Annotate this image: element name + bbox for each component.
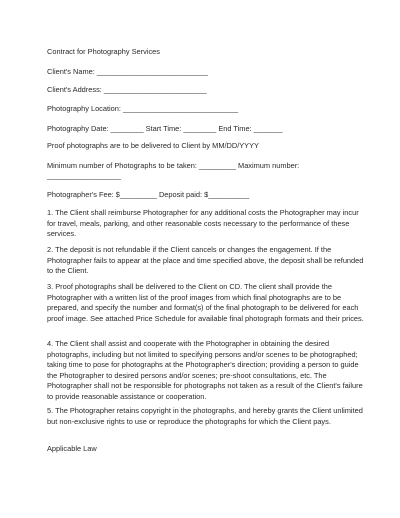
fees-field: Photographer's Fee: $_________ Deposit paid: $__________ (47, 190, 250, 199)
applicable-law-heading: Applicable Law (47, 444, 97, 453)
clause-4: 4. The Client shall assist and cooperate with the Photographer in obtaining the desired photographs, including but not limited to specifying persons and/or scenes to be photographed; taking time to pose for photographs at the Photographer's direction; providing a person to guide the Photographer to desired persons and/or scenes; pre-shoot consultations, etc. The Photographer shall not be responsible for photographs not taken as a result of the Client's failure to provide reasonable assistance or cooperation. (47, 339, 363, 401)
photography-location-field: Photography Location: ____________________________ (47, 104, 239, 113)
proof-delivery-line: Proof photographs are to be delivered to Client by MM/DD/YYYY (47, 141, 259, 150)
date-time-field: Photography Date: ________ Start Time: ________ End Time: _______ (47, 124, 283, 133)
min-max-photos-line-continued: __________________ (47, 171, 121, 180)
document-title: Contract for Photography Services (47, 47, 160, 56)
clause-5: 5. The Photographer retains copyright in the photographs, and hereby grants the Client unlimited but non-exclusive rights to use or reproduce the photographs for which the Client pays. (47, 406, 363, 426)
clients-name-field: Client's Name: ___________________________ (47, 67, 208, 76)
clients-address-field: Client's Address: _________________________ (47, 85, 207, 94)
min-max-photos-line: Minimum number of Photographs to be taken: _________ Maximum number: (47, 161, 300, 170)
clause-2: 2. The deposit is not refundable if the Client cancels or changes the engagement. If the Photographer fails to appear at the place and time specified above, the deposit shall be refunded to the Client. (47, 245, 364, 276)
clause-1: 1. The Client shall reimburse Photographer for any additional costs the Photographer may incur for travel, meals, parking, and other reasonable costs necessary to the performance of these services. (47, 208, 359, 239)
clause-3: 3. Proof photographs shall be delivered to the Client on CD. The client shall provide the Photographer with a written list of the proof images from which final photographs are to be prepared, and specify the number and format(s) of the final photograph to be delivered for each proof image. See attached Price Schedule for available final photograph formats and their prices. (47, 282, 364, 323)
